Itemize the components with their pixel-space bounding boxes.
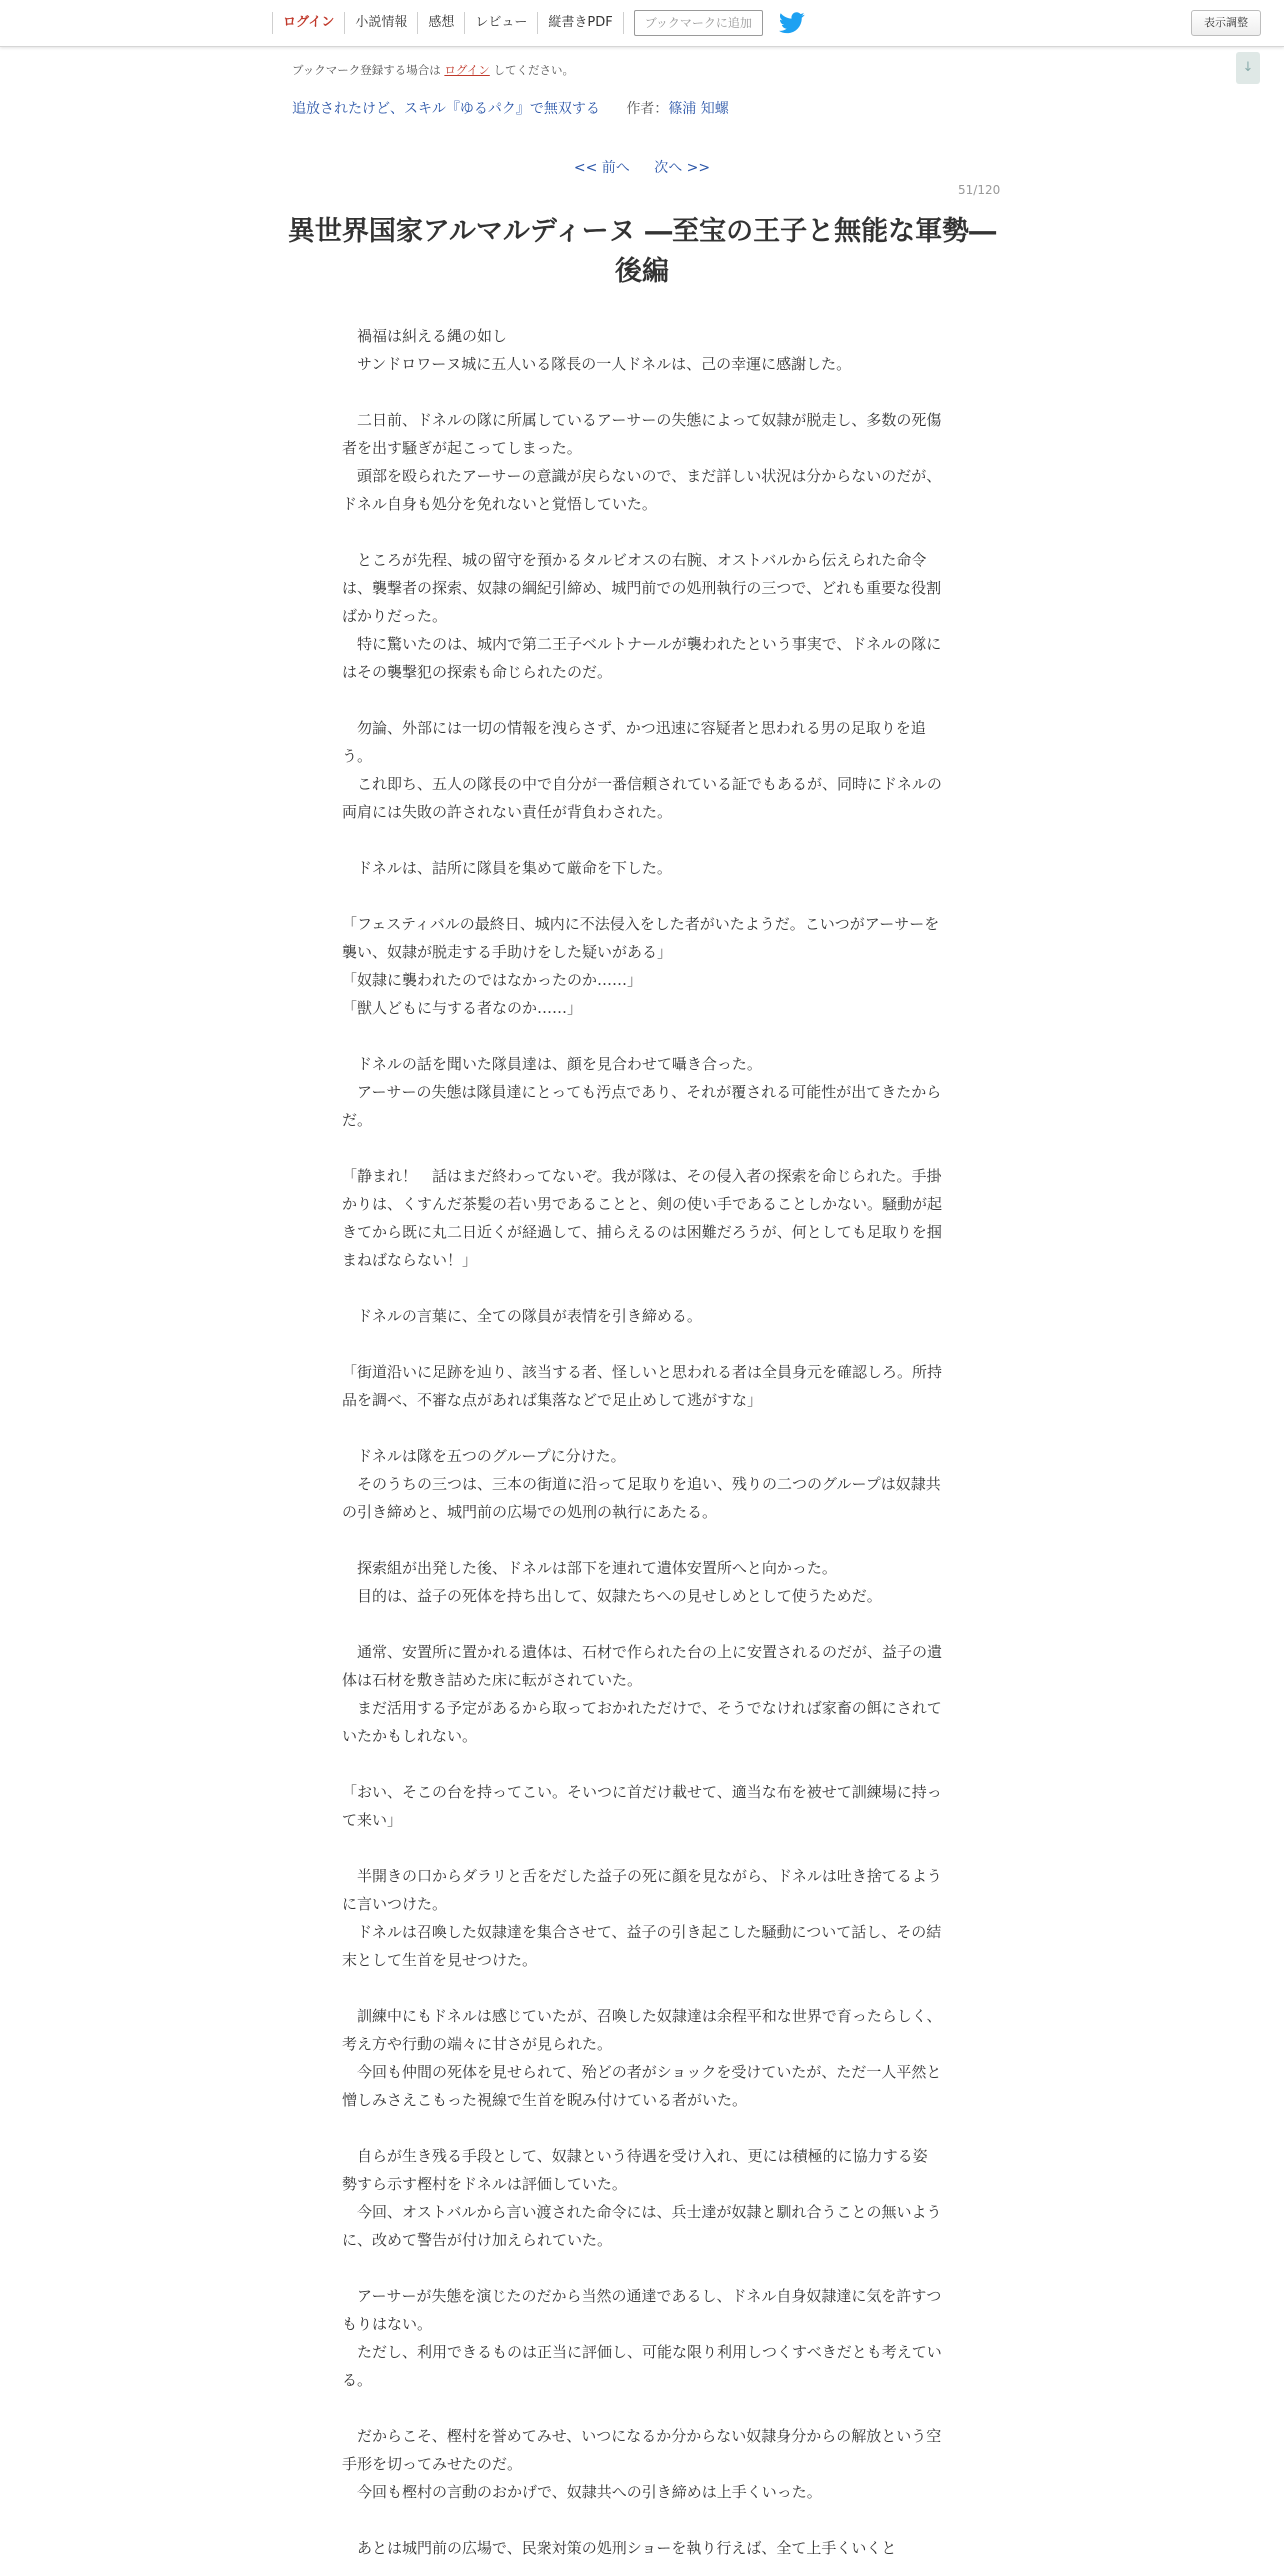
- series-info: [292, 98, 729, 118]
- twitter-icon[interactable]: [779, 12, 805, 34]
- body-paragraph: ドネルの話を聞いた隊員達は、顔を見合わせて囁き合った。: [342, 1055, 762, 1073]
- series-title-link[interactable]: 追放されたけど、スキル『ゆるパク』で無双する: [292, 101, 600, 117]
- nav-login-link[interactable]: ログイン: [272, 12, 344, 34]
- scroll-down-button[interactable]: ↓: [1236, 52, 1260, 84]
- blank-line: [342, 2394, 942, 2422]
- bookmark-login-notice: [292, 62, 574, 78]
- body-paragraph: ただし、利用できるものは正当に評価し、可能な限り利用しつくすべきだとも考えている。: [342, 2343, 942, 2389]
- body-paragraph: 「獣人どもに与する者なのか……」: [342, 999, 583, 1017]
- body-paragraph: 禍福は糾える縄の如し: [342, 327, 508, 345]
- main-nav: [272, 0, 805, 46]
- blank-line: [342, 378, 942, 406]
- blank-line: [342, 1750, 942, 1778]
- blank-line: [342, 882, 942, 910]
- chapter-title: 異世界国家アルマルディーヌ ―至宝の王子と無能な軍勢― 後編: [287, 216, 997, 287]
- blank-line: [342, 826, 942, 854]
- blank-line: [342, 1022, 942, 1050]
- author-name-link[interactable]: 篠浦 知螺: [668, 101, 729, 117]
- body-paragraph: 頭部を殴られたアーサーの意識が戻らないので、まだ詳しい状況は分からないのだが、ドネル自身も処分を免れないと覚悟していた。: [342, 467, 942, 513]
- add-bookmark-button[interactable]: ブックマークに追加: [634, 10, 763, 36]
- notice-prefix: ブックマーク登録する場合は: [292, 63, 441, 77]
- nav-review-link[interactable]: レビュー: [464, 12, 537, 34]
- body-paragraph: 自らが生き残る手段として、奴隷という待遇を受け入れ、更には積極的に協力する姿勢すら示す樫村をドネルは評価していた。: [342, 2147, 928, 2193]
- body-paragraph: 目的は、益子の死体を持ち出して、奴隷たちへの見せしめとして使うためだ。: [342, 1587, 882, 1605]
- author-label: 作者：: [626, 101, 669, 117]
- body-paragraph: 「静まれ！ 話はまだ終わってないぞ。我が隊は、その侵入者の探索を命じられた。手掛かりは、くすんだ茶髪の若い男であることと、剣の使い手であることしかない。騒動が起きてから既に丸二日近くが経過して、捕らえるのは困難だろうが、何としても足取りを掴まねばならない！」: [342, 1167, 943, 1269]
- body-paragraph: 今回も樫村の言動のおかげで、奴隷共への引き締めは上手くいった。: [342, 2483, 822, 2501]
- blank-line: [342, 1526, 942, 1554]
- body-paragraph: 半開きの口からダラリと舌をだした益子の死に顔を見ながら、ドネルは吐き捨てるように言いつけた。: [342, 1867, 942, 1913]
- body-paragraph: ドネルは、詰所に隊員を集めて厳命を下した。: [342, 859, 672, 877]
- body-paragraph: 勿論、外部には一切の情報を洩らさず、かつ迅速に容疑者と思われる男の足取りを追う。: [342, 719, 926, 765]
- body-paragraph: 今回も仲間の死体を見せられて、殆どの者がショックを受けていたが、ただ一人平然と憎しみさえこもった視線で生首を睨み付けている者がいた。: [342, 2063, 942, 2109]
- body-paragraph: ところが先程、城の留守を預かるタルビオスの右腕、オストバルから伝えられた命令は、襲撃者の探索、奴隷の綱紀引締め、城門前での処刑執行の三つで、どれも重要な役割ばかりだった。: [342, 551, 942, 625]
- blank-line: [342, 1274, 942, 1302]
- page-number: 51/120: [958, 183, 1001, 197]
- notice-login-link[interactable]: ログイン: [444, 63, 490, 77]
- blank-line: [342, 2506, 942, 2534]
- next-chapter-link[interactable]: 次へ >>: [654, 160, 711, 176]
- prev-chapter-link[interactable]: << 前へ: [573, 160, 630, 176]
- body-paragraph: アーサーが失態を演じたのだから当然の通達であるし、ドネル自身奴隷達に気を許すつもりはない。: [342, 2287, 942, 2333]
- body-paragraph: 「フェスティバルの最終日、城内に不法侵入をした者がいたようだ。こいつがアーサーを襲い、奴隷が脱走する手助けをした疑いがある」: [342, 915, 940, 961]
- blank-line: [342, 1974, 942, 2002]
- body-paragraph: 二日前、ドネルの隊に所属しているアーサーの失態によって奴隷が脱走し、多数の死傷者を出す騒ぎが起こってしまった。: [342, 411, 942, 457]
- blank-line: [342, 1414, 942, 1442]
- body-paragraph: サンドロワーヌ城に五人いる隊長の一人ドネルは、己の幸運に感謝した。: [342, 355, 852, 373]
- body-paragraph: そのうちの三つは、三本の街道に沿って足取りを追い、残りの二つのグループは奴隷共の引き締めと、城門前の広場での処刑の執行にあたる。: [342, 1475, 941, 1521]
- blank-line: [342, 686, 942, 714]
- blank-line: [342, 1610, 942, 1638]
- body-paragraph: まだ活用する予定があるから取っておかれただけで、そうでなければ家畜の餌にされていたかもしれない。: [342, 1699, 942, 1745]
- blank-line: [342, 518, 942, 546]
- notice-suffix: してください。: [493, 63, 574, 77]
- blank-line: [342, 2114, 942, 2142]
- blank-line: [342, 1834, 942, 1862]
- body-paragraph: 特に驚いたのは、城内で第二王子ベルトナールが襲われたという事実で、ドネルの隊にはその襲撃犯の探索も命じられたのだ。: [342, 635, 942, 681]
- chapter-pager: [0, 157, 1284, 177]
- body-paragraph: ドネルは召喚した奴隷達を集合させて、益子の引き起こした騒動について話し、その結末として生首を見せつけた。: [342, 1923, 942, 1969]
- body-paragraph: 「奴隷に襲われたのではなかったのか……」: [342, 971, 643, 989]
- blank-line: [342, 1330, 942, 1358]
- body-paragraph: 今回、オストバルから言い渡された命令には、兵士達が奴隷と馴れ合うことの無いように、改めて警告が付け加えられていた。: [342, 2203, 942, 2249]
- top-navigation-bar: [0, 0, 1284, 47]
- display-settings-button[interactable]: 表示調整: [1191, 10, 1261, 36]
- body-paragraph: これ即ち、五人の隊長の中で自分が一番信頼されている証でもあるが、同時にドネルの両肩には失敗の許されない責任が背負わされた。: [342, 775, 942, 821]
- body-paragraph: 「街道沿いに足跡を辿り、該当する者、怪しいと思われる者は全員身元を確認しろ。所持品を調べ、不審な点があれば集落などで足止めして逃がすな」: [342, 1363, 943, 1409]
- nav-vertical-pdf-link[interactable]: 縦書きPDF: [537, 12, 623, 34]
- body-paragraph: アーサーの失態は隊員達にとっても汚点であり、それが覆される可能性が出てきたからだ。: [342, 1083, 942, 1129]
- body-paragraph: ドネルの言葉に、全ての隊員が表情を引き締める。: [342, 1307, 702, 1325]
- body-paragraph: 「おい、そこの台を持ってこい。そいつに首だけ載せて、適当な布を被せて訓練場に持って来い」: [342, 1783, 942, 1829]
- nav-impressions-link[interactable]: 感想: [417, 12, 464, 34]
- body-paragraph: 訓練中にもドネルは感じていたが、召喚した奴隷達は余程平和な世界で育ったらしく、考え方や行動の端々に甘さが見られた。: [342, 2007, 942, 2053]
- body-paragraph: ドネルは隊を五つのグループに分けた。: [342, 1447, 626, 1465]
- novel-body-text: [342, 322, 942, 2562]
- body-paragraph: だからこそ、樫村を誉めてみせ、いつになるか分からない奴隷身分からの解放という空手形を切ってみせたのだ。: [342, 2427, 942, 2473]
- body-paragraph: 探索組が出発した後、ドネルは部下を連れて遺体安置所へと向かった。: [342, 1559, 837, 1577]
- blank-line: [342, 2254, 942, 2282]
- nav-novel-info-link[interactable]: 小説情報: [344, 12, 417, 34]
- body-paragraph: あとは城門前の広場で、民衆対策の処刑ショーを執り行えば、全て上手くいくと: [342, 2539, 897, 2557]
- body-paragraph: 通常、安置所に置かれる遺体は、石材で作られた台の上に安置されるのだが、益子の遺体は石材を敷き詰めた床に転がされていた。: [342, 1643, 943, 1689]
- blank-line: [342, 1134, 942, 1162]
